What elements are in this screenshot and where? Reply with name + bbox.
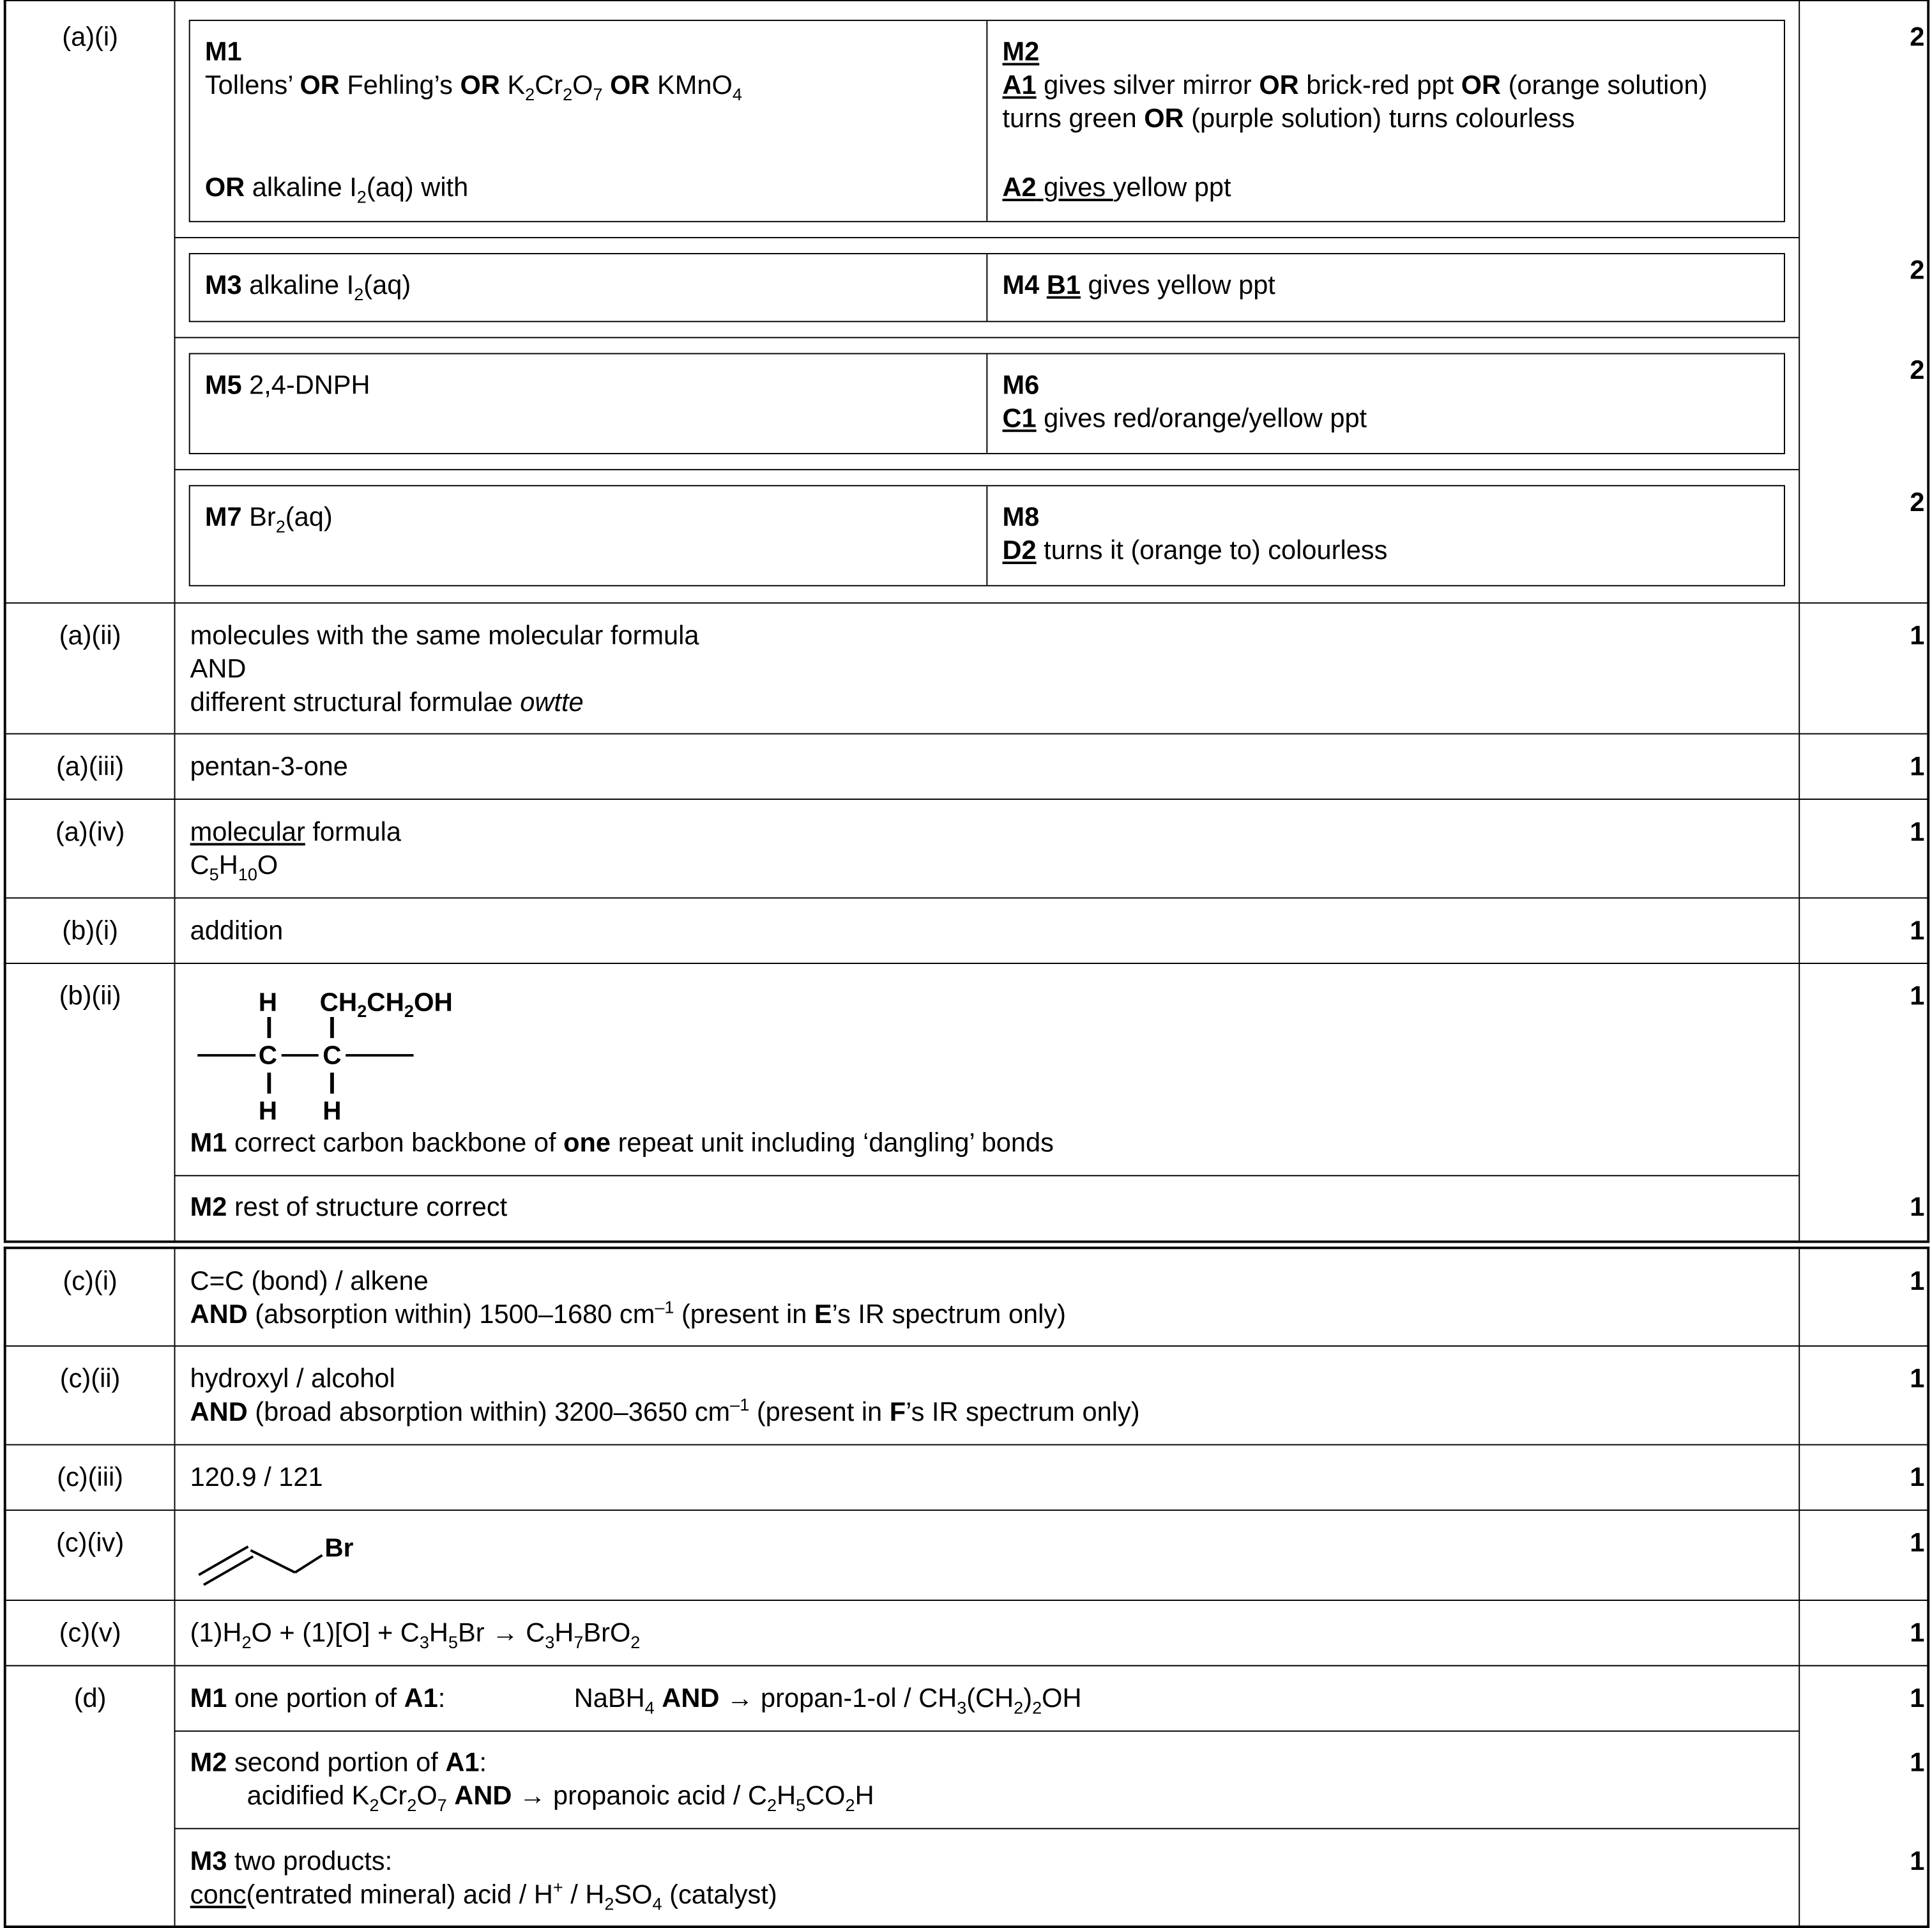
marks: 1: [1910, 751, 1925, 782]
answer-text: hydroxyl / alcohol AND (broad absorption within) 3200–3650 $cm^{-1}$ (present in F’s IR spectrum only): [190, 1363, 1140, 1427]
answer-m2: M2 A1 gives silver mirror OR brick-red ppt OR (orange solution) turns green OR (purple solution) turns colourless A2 gives yellow ppt: [1002, 36, 1708, 203]
answer-m1-text: M1 correct carbon backbone of one repeat unit including ‘dangling’ bonds: [190, 1128, 1054, 1158]
row-a-iii: [4, 733, 1929, 799]
answer-text: pentan-3-one: [190, 751, 348, 782]
answer-m1: M1 one portion of A1: NaBH$_4$ AND → propan-1-ol / $CH_3(CH_2)_2OH$: [190, 1683, 1082, 1718]
answer-text: addition: [190, 915, 284, 945]
row-c-v: [4, 1600, 1929, 1665]
row-a-iv: [4, 799, 1929, 898]
question-number: (c)(ii): [59, 1363, 121, 1394]
row-a-ii: [4, 602, 1929, 733]
question-number: (a)(iv): [55, 817, 125, 847]
question-number: (c)(v): [59, 1618, 121, 1648]
question-number: (a)(i): [62, 22, 118, 52]
polymer-repeat-unit-structure: [192, 981, 488, 1129]
row-c-iii: [4, 1444, 1929, 1510]
question-number: (c)(i): [63, 1266, 118, 1296]
answer-m2-text: M2 rest of structure correct: [190, 1192, 508, 1222]
marks: 1: [1910, 1462, 1925, 1492]
marks: 2: [1910, 355, 1925, 385]
marks: 1: [1910, 981, 1925, 1011]
answer-box-m3-m4: [189, 253, 1785, 322]
marks: 1: [1910, 1747, 1925, 1778]
marks: 1: [1910, 1192, 1925, 1222]
question-number: (b)(i): [62, 915, 118, 945]
atom-br: Br: [324, 1533, 354, 1563]
marks: 1: [1910, 1618, 1925, 1648]
answer-m4: M4 B1 gives yellow ppt: [1002, 270, 1275, 300]
atom-h: H: [258, 1096, 278, 1126]
marks: 1: [1910, 1266, 1925, 1296]
answer-m6: M6 C1 gives red/orange/yellow ppt: [1002, 370, 1367, 434]
marks: 2: [1910, 487, 1925, 517]
answer-m1: M1 Tollens’ OR Fehling’s OR $K_2Cr_2O_7$ OR KMnO$_4$ OR alkaline $I_2(aq)$ with: [204, 36, 742, 207]
row-b-ii: [4, 963, 1929, 1241]
question-number: (b)(ii): [59, 981, 121, 1011]
question-number: (c)(iv): [56, 1527, 125, 1558]
skeletal-structure-allyl-bromide: [194, 1523, 379, 1591]
question-number: (c)(iii): [57, 1462, 124, 1492]
row-c-iv: [4, 1510, 1929, 1600]
answer-text: C=C (bond) / alkene AND (absorption within) 1500–1680 $cm^{-1}$ (present in E’s IR spectrum only): [190, 1266, 1067, 1329]
question-number: (a)(iii): [56, 751, 125, 782]
row-c-ii: [4, 1345, 1929, 1444]
marks: 1: [1910, 1846, 1925, 1876]
answer-m7: M7 $Br_2(aq)$: [204, 502, 333, 537]
answer-m8: M8 D2 turns it (orange to) colourless: [1002, 502, 1388, 565]
answer-m3: M3 alkaline $I_2(aq)$: [204, 270, 411, 304]
marks: 1: [1910, 817, 1925, 847]
question-number: (d): [73, 1683, 107, 1713]
marks: 2: [1910, 255, 1925, 286]
marks: 1: [1910, 915, 1925, 945]
row-b-i: [4, 898, 1929, 963]
answer-text: 120.9 / 121: [190, 1462, 323, 1492]
question-number: (a)(ii): [59, 620, 121, 651]
answer-text: molecular formula $C_5H_{10}O$: [190, 817, 401, 884]
marks: 1: [1910, 1363, 1925, 1394]
row-d: [4, 1665, 1929, 1928]
answer-box-m7-m8: [189, 485, 1785, 586]
atom-c: C: [258, 1040, 278, 1070]
answer-equation: $(1)H_2O + (1)[O] + C_3H_5Br \to C_3H_7BrO_2$: [190, 1618, 641, 1652]
substituent-ch2ch2oh: $CH_2CH_2OH$: [319, 987, 453, 1021]
atom-c: C: [323, 1040, 342, 1070]
answer-box-m1-m2: [189, 20, 1785, 222]
marks: 2: [1910, 22, 1925, 52]
answer-m2: M2 second portion of A1: acidified $K_2Cr_2O_7$ AND → propanoic acid / $C_2H_5CO_2H$: [190, 1747, 874, 1815]
answer-m3: M3 two products: conc(entrated mineral) acid / $H^+ / H_2SO_4$ (catalyst): [190, 1846, 777, 1914]
atom-h: H: [258, 987, 278, 1017]
marks: 1: [1910, 1527, 1925, 1558]
marks: 1: [1910, 1683, 1925, 1713]
answer-text: molecules with the same molecular formula AND different structural formulae owtte: [190, 620, 699, 717]
atom-h: H: [323, 1096, 342, 1126]
answer-box-m5-m6: [189, 353, 1785, 454]
answer-m5: M5 2,4-DNPH: [204, 370, 370, 401]
row-a-i: [4, 0, 1929, 602]
row-c-i: [4, 1246, 1929, 1345]
marks: 1: [1910, 620, 1925, 651]
